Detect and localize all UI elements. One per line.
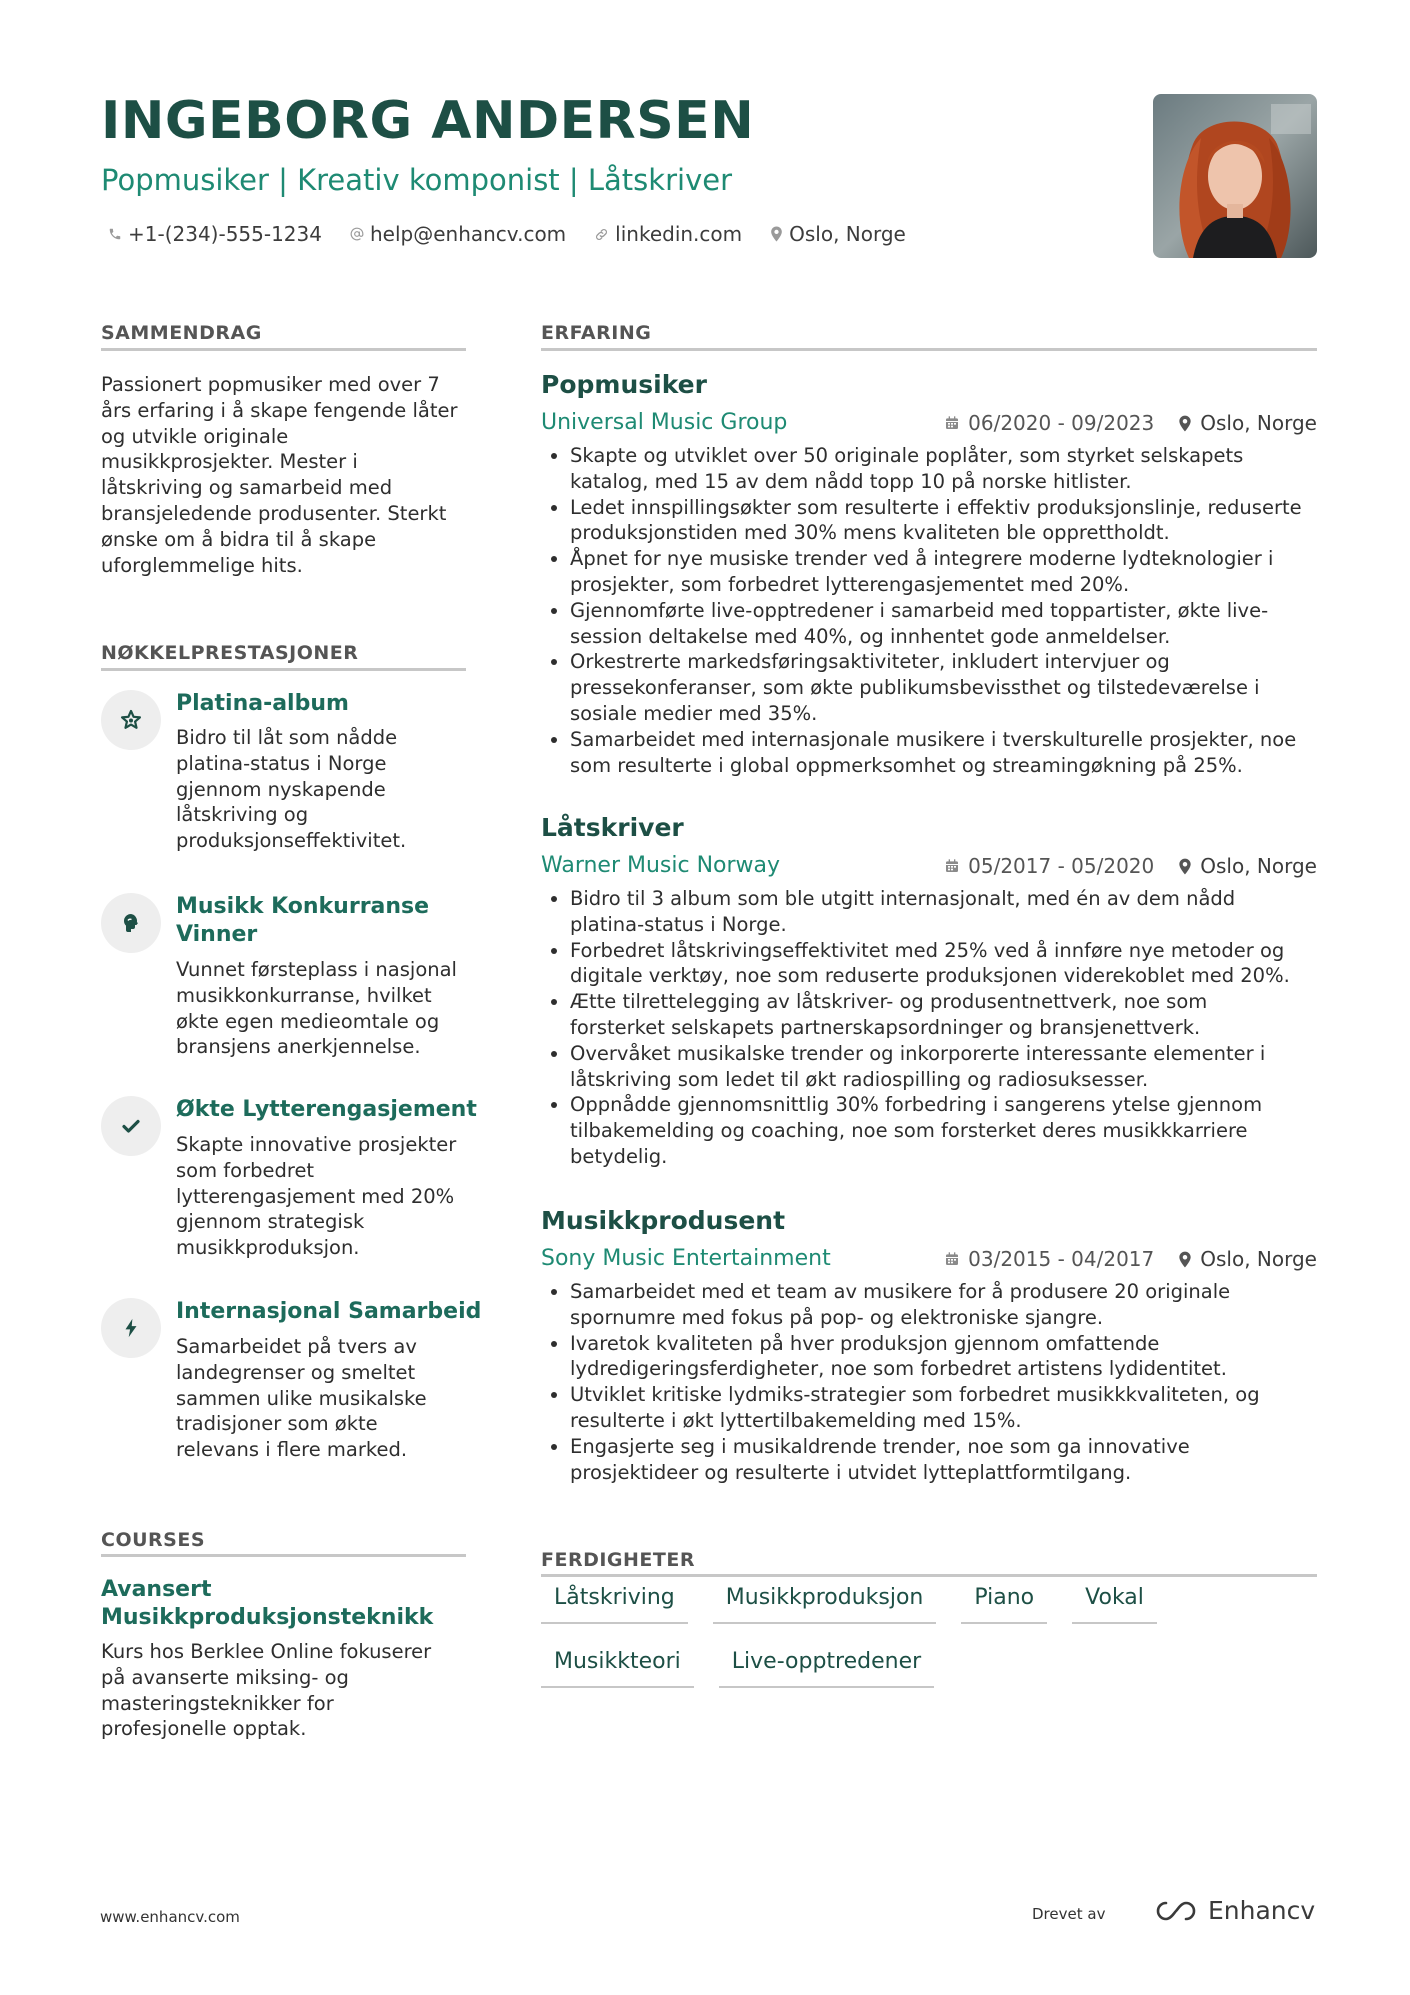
candidate-subtitle: Popmusiker | Kreativ komponist | Låtskriver [101,163,732,197]
achievement-line: sammen ulike musikalske [176,1386,427,1410]
phone-icon [108,227,122,241]
job-title: Musikkprodusent [541,1206,786,1235]
job-bullets [545,886,1350,1170]
summary-line: bransjeledende produsenter. Sterkt [101,501,447,525]
achievement-line: gjennom strategisk [176,1210,365,1234]
achievement-line: Vunnet førsteplass i nasjonal [176,958,457,981]
contact-info [108,220,906,248]
location-text: Oslo, Norge [789,222,906,246]
contact-linkedin[interactable] [594,220,742,248]
job-bullet: • Orkestrerte markedsføringsaktiviteter, inkludert intervjuer og pressekonferanser, som økte publikumsbevissthet og tilstedeværelse i sosiale medier med 35%. [570,649,1350,726]
job-location-text: Oslo, Norge [1200,854,1317,878]
candidate-name: INGEBORG ANDERSEN [101,91,755,151]
summary-line: års erfaring i å skape fengende låter [101,398,458,422]
achievements-heading: NØKKELPRESTASJONER [101,642,359,664]
achievements-rule [101,668,466,671]
footer-powered-by: Drevet av [1032,1905,1106,1923]
achievement-line: produksjonseffektivitet. [176,829,407,853]
skill-tag: Musikkteori [541,1647,694,1688]
job-company: Sony Music Entertainment [541,1246,831,1271]
job-location [1178,1245,1317,1273]
job-bullet: • Bidro til 3 album som ble utgitt internasjonalt, med én av dem nådd platina-status i Norge. [570,886,1350,938]
job-dates-text: 06/2020 - 09/2023 [968,411,1155,435]
job-bullet: • Gjennomførte live-opptredener i samarbeid med toppartister, økte live- session deltakelse med 40%, og innhentet gode anmeldelser. [570,598,1350,650]
calendar-icon [944,1251,960,1267]
bolt-icon [120,1316,142,1340]
location-pin-icon [770,226,783,242]
location-pin-icon [1178,415,1192,432]
courses-rule [101,1554,466,1557]
achievement-line: Bidro til låt som nådde [176,726,398,749]
summary-line: uforglemmelige hits. [101,553,303,577]
achievement-line: gjennom nyskapende [176,777,386,801]
profile-photo [1153,94,1317,258]
job-bullet: • Samarbeidet med internasjonale musikere i tverskulturelle prosjekter, noe som resulterte i global oppmerksomhet og streamingøkning på 25%. [570,727,1350,779]
achievement-title-line: Vinner [176,922,258,947]
job-title: Popmusiker [541,370,707,399]
job-location [1178,409,1317,437]
job-company: Universal Music Group [541,410,788,435]
summary-heading: SAMMENDRAG [101,322,262,344]
enhancv-logo[interactable] [1152,1896,1315,1925]
job-meta [944,1245,1317,1273]
contact-location [770,220,906,248]
course-description [101,1639,471,1742]
skill-tag: Låtskriving [541,1583,688,1624]
achievement-title [176,893,429,949]
job-dates-text: 05/2017 - 05/2020 [968,854,1155,878]
summary-text [101,372,471,578]
contact-email[interactable] [350,220,566,248]
achievement-line: tradisjoner som økte [176,1412,378,1436]
job-meta [944,852,1317,880]
achievement-title: Internasjonal Samarbeid [176,1299,482,1324]
achievement-line: Samarbeidet på tvers av [176,1335,417,1358]
enhancv-logo-text: Enhancv [1208,1896,1316,1925]
location-pin-icon [1178,858,1192,875]
summary-line: musikkprosjekter. Mester i [101,450,358,474]
job-company: Warner Music Norway [541,853,781,878]
achievement-icon-circle [101,893,161,953]
skill-tag: Live-opptredener [719,1647,934,1688]
skills-list [541,1583,1331,1688]
achievement-description [176,1132,471,1261]
achievement-line: relevans i flere marked. [176,1438,408,1462]
check-icon [119,1114,143,1138]
job-title: Låtskriver [541,813,684,842]
job-bullet: • Åpnet for nye musiske trender ved å integrere moderne lydteknologier i prosjekter, som forbedret lytterengasjementet med 20%. [570,546,1350,598]
location-pin-icon [1178,1251,1192,1268]
course-title-line: Avansert [101,1577,212,1602]
achievement-line: Skapte innovative prosjekter [176,1133,457,1156]
experience-rule [541,348,1317,351]
achievement-icon-circle [101,690,161,750]
achievement-line: landegrenser og smeltet [176,1360,416,1384]
calendar-icon [944,415,960,431]
job-bullet: • Ledet innspillingsøkter som resulterte i effektiv produksjonslinje, reduserte produksjonstiden med 30% mens kvaliteten ble opprettholdt. [570,495,1350,547]
course-line: masteringsteknikker for [101,1691,334,1715]
achievement-line: musikkonkurranse, hvilket [176,983,432,1007]
job-bullet: • Oppnådde gjennomsnittlig 30% forbedring i sangerens ytelse gjennom tilbakemelding og coaching, noe som forsterket deres musikkkarriere betydelig. [570,1092,1350,1169]
course-title [101,1576,433,1632]
achievement-title: Platina-album [176,691,349,716]
skills-heading: FERDIGHETER [541,1549,695,1571]
experience-heading: ERFARING [541,322,652,344]
job-dates [944,409,1154,437]
skills-rule [541,1574,1317,1577]
email-text[interactable]: help@enhancv.com [369,222,567,246]
job-bullet: • Engasjerte seg i musikaldrende trender, noe som ga innovative prosjektideer og resulterte i utvidet lytteplattformtilgang. [570,1434,1350,1486]
contact-phone [108,220,322,248]
achievement-line: musikkproduksjon. [176,1236,360,1260]
at-icon [350,227,364,241]
course-line: på avanserte miksing- og [101,1665,349,1689]
job-dates [944,852,1154,880]
summary-line: og utvikle originale [101,424,289,448]
linkedin-text[interactable]: linkedin.com [615,222,743,246]
job-bullet: • Forbedret låtskrivingseffektivitet med 25% ved å innføre nye metoder og digitale verktøy, noe som reduserte produksjonen viderekoblet med 20%. [570,938,1350,990]
achievement-description [176,725,471,854]
skill-tag: Piano [961,1583,1047,1624]
summary-line: ønske om å bidra til å skape [101,527,377,551]
course-line: Kurs hos Berklee Online fokuserer [101,1640,432,1663]
link-icon [594,227,609,242]
job-bullets [545,1279,1350,1485]
achievement-icon-circle [101,1096,161,1156]
job-location-text: Oslo, Norge [1200,411,1317,435]
achievement-title: Økte Lytterengasjement [176,1097,477,1122]
summary-rule [101,348,466,351]
achievement-line: bransjens anerkjennelse. [176,1035,421,1059]
achievement-line: lytterengasjement med 20% [176,1184,455,1208]
job-location [1178,852,1317,880]
skill-tag: Musikkproduksjon [713,1583,937,1624]
achievement-line: platina-status i Norge [176,751,387,775]
calendar-icon [944,858,960,874]
job-bullets [545,443,1350,778]
courses-heading: COURSES [101,1529,206,1551]
achievement-description [176,1334,471,1463]
job-dates-text: 03/2015 - 04/2017 [968,1247,1155,1271]
star-icon [119,708,143,732]
job-bullet: • Ivaretok kvaliteten på hver produksjon gjennom omfattende lydredigeringsferdigheter, noe som forbedret artistens lydidentitet. [570,1331,1350,1383]
achievement-title-line: Musikk Konkurranse [176,894,430,919]
achievement-icon-circle [101,1298,161,1358]
achievement-line: økte egen medieomtale og [176,1009,440,1033]
job-bullet: • Ætte tilrettelegging av låtskriver- og produsentnettverk, noe som forsterket selskapets partnerskapsordninger og bransjenettverk. [570,989,1350,1041]
job-bullet: • Samarbeidet med et team av musikere for å produsere 20 originale spornumre med fokus på pop- og elektroniske sjangre. [570,1279,1350,1331]
achievement-line: som forbedret [176,1158,315,1182]
job-dates [944,1245,1154,1273]
footer-website[interactable]: www.enhancv.com [100,1908,240,1926]
summary-line: låtskriving og samarbeid med [101,476,393,500]
job-bullet: • Utviklet kritiske lydmiks-strategier som forbedret musikkkvaliteten, og resulterte i økt lyttertilbakemelding med 15%. [570,1382,1350,1434]
course-title-line: Musikkproduksjonsteknikk [101,1605,434,1630]
phone-text: +1-(234)-555-1234 [128,222,322,246]
achievement-description [176,957,471,1060]
course-line: profesjonelle opptak. [101,1717,307,1741]
job-bullet: • Skapte og utviklet over 50 originale poplåter, som styrket selskapets katalog, med 15 av dem nådd topp 10 på norske hitlister. [570,443,1350,495]
summary-line: Passionert popmusiker med over 7 [101,373,440,396]
job-meta [944,409,1317,437]
brain-icon [119,911,143,935]
achievement-line: låtskriving og [176,803,309,827]
job-location-text: Oslo, Norge [1200,1247,1317,1271]
skill-tag: Vokal [1072,1583,1157,1624]
enhancv-logo-icon [1152,1899,1200,1923]
job-bullet: • Overvåket musikalske trender og inkorporerte interessante elementer i låtskriving som ledet til økt radiospilling og radiosuksesser. [570,1041,1350,1093]
